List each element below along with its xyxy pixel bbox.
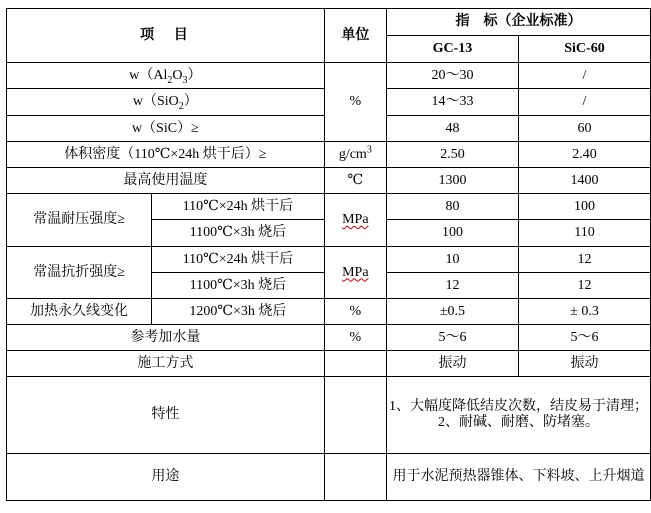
sic60-header: SiC-60	[518, 36, 650, 63]
compressive-fired-sic60: 110	[518, 220, 650, 247]
max-temp-gc13: 1300	[386, 168, 518, 194]
sio2-sic60: /	[518, 89, 650, 116]
density-gc13: 2.50	[386, 142, 518, 168]
construction-sic60: 振动	[518, 351, 650, 377]
linear-change-gc13: ±0.5	[386, 299, 518, 325]
flexural-unit: MPa	[324, 247, 386, 299]
linear-change-label: 加热永久线变化	[7, 299, 152, 325]
linear-change-sic60: ± 0.3	[518, 299, 650, 325]
usage-label: 用途	[7, 454, 325, 501]
characteristics-label: 特性	[7, 377, 325, 454]
characteristics-row	[7, 377, 651, 454]
compressive-row-1	[7, 194, 651, 220]
characteristics-text	[386, 377, 650, 454]
characteristics-line-1: 1、大幅度降低结皮次数，结皮易于清理；	[388, 399, 648, 414]
flexural-row-1	[7, 247, 651, 273]
construction-gc13: 振动	[386, 351, 518, 377]
flexural-dried-sic60: 12	[518, 247, 650, 273]
compressive-label: 常温耐压强度≥	[7, 194, 152, 247]
water-row	[7, 325, 651, 351]
compressive-dried-sic60: 100	[518, 194, 650, 220]
sic-sic60: 60	[518, 116, 650, 142]
max-temp-row	[7, 168, 651, 194]
linear-change-row	[7, 299, 651, 325]
max-temp-label: 最高使用温度	[7, 168, 325, 194]
construction-label: 施工方式	[7, 351, 325, 377]
linear-change-cond: 1200℃×3h 烧后	[152, 299, 325, 325]
sio2-gc13: 14～33	[386, 89, 518, 116]
unit-header: 单位	[324, 9, 386, 63]
header-row-1	[7, 9, 651, 36]
water-gc13: 5～6	[386, 325, 518, 351]
density-label: 体积密度（110℃×24h 烘干后）≥	[7, 142, 325, 168]
compressive-unit: MPa	[324, 194, 386, 247]
linear-change-unit: %	[324, 299, 386, 325]
flexural-label: 常温抗折强度≥	[7, 247, 152, 299]
properties-table	[6, 8, 651, 501]
al2o3-row	[7, 63, 651, 89]
water-label: 参考加水量	[7, 325, 325, 351]
al2o3-label: $w(Al_2O_3)$	[7, 63, 325, 89]
gc13-header: GC-13	[386, 36, 518, 63]
compressive-cond-fired: 1100℃×3h 烧后	[152, 220, 325, 247]
compressive-dried-gc13: 80	[386, 194, 518, 220]
usage-text: 用于水泥预热器锥体、下料坡、上升烟道	[386, 454, 650, 501]
flexural-fired-gc13: 12	[386, 273, 518, 299]
composition-unit: %	[324, 63, 386, 142]
construction-row	[7, 351, 651, 377]
water-sic60: 5～6	[518, 325, 650, 351]
density-unit: $g/cm^3$	[324, 142, 386, 168]
flexural-dried-gc13: 10	[386, 247, 518, 273]
item-header: 项 目	[7, 9, 325, 63]
usage-row	[7, 454, 651, 501]
sic-label: w（SiC）≥	[7, 116, 325, 142]
flexural-fired-sic60: 12	[518, 273, 650, 299]
al2o3-sic60: /	[518, 63, 650, 89]
flexural-cond-fired: 1100℃×3h 烧后	[152, 273, 325, 299]
compressive-fired-gc13: 100	[386, 220, 518, 247]
max-temp-unit: ℃	[324, 168, 386, 194]
density-row	[7, 142, 651, 168]
characteristics-line-2: 2、耐碱、耐磨、防堵塞。	[437, 415, 599, 430]
max-temp-sic60: 1400	[518, 168, 650, 194]
al2o3-gc13: 20～30	[386, 63, 518, 89]
water-unit: %	[324, 325, 386, 351]
sic-gc13: 48	[386, 116, 518, 142]
sio2-label: w（SiO$_2$）	[7, 89, 325, 116]
indicator-header: 指 标（企业标准）	[386, 9, 650, 36]
compressive-cond-dried: 110℃×24h 烘干后	[152, 194, 325, 220]
density-sic60: 2.40	[518, 142, 650, 168]
flexural-cond-dried: 110℃×24h 烘干后	[152, 247, 325, 273]
